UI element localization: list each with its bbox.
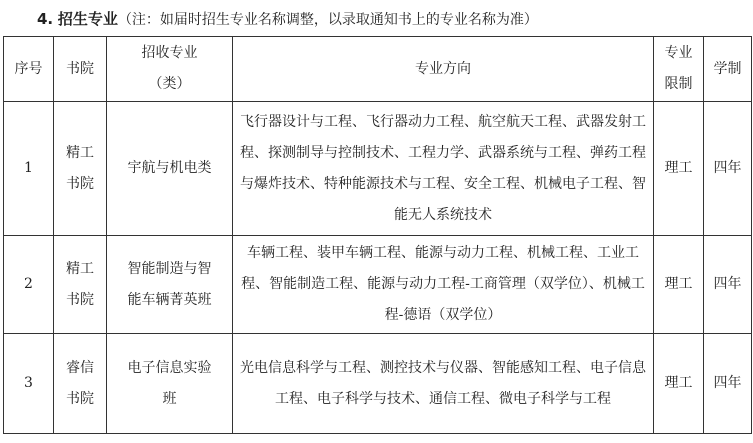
header-program-line2: （类） [148, 76, 191, 92]
row-program-line1: 电子信息实验 [127, 359, 212, 376]
header-restriction [654, 37, 704, 102]
row-college [54, 236, 107, 334]
row-program-line1: 智能制造与智 [127, 260, 212, 277]
row-program-line1: 宇航与机电类 [127, 160, 212, 176]
row-majors: 光电信息科学与工程、测控技术与仪器、智能感知工程、电子信息工程、电子科学与技术、通信工程、微电子科学与工程 [233, 334, 654, 434]
row-duration: 四年 [704, 236, 752, 334]
section-heading [37, 6, 538, 32]
row-program [107, 102, 233, 236]
row-college-line2: 书院 [66, 175, 94, 192]
row-duration: 四年 [704, 334, 752, 434]
row-seq: 1 [4, 102, 54, 236]
row-restriction: 理工 [654, 102, 704, 236]
row-college-line1: 精工 [66, 144, 94, 161]
header-program [107, 37, 233, 102]
row-program-line2: 能车辆菁英班 [127, 291, 212, 308]
header-seq: 序号 [4, 37, 54, 102]
section-number: 4. [37, 10, 54, 28]
section-note: （注：如届时招生专业名称调整，以录取通知书上的专业名称为准） [117, 12, 538, 28]
row-college-line2: 书院 [66, 390, 94, 407]
section-title: 招生专业 [57, 10, 118, 28]
row-program-line2: 班 [162, 390, 177, 407]
row-college-line1: 睿信 [66, 359, 94, 376]
header-majors: 专业方向 [233, 37, 654, 102]
row-program [107, 236, 233, 334]
header-college: 书院 [54, 37, 107, 102]
header-program-line1: 招收专业 [141, 45, 198, 61]
row-majors: 车辆工程、装甲车辆工程、能源与动力工程、机械工程、工业工程、智能制造工程、能源与动力工程-工商管理（双学位）、机械工程-德语（双学位） [233, 236, 654, 334]
header-restriction-line2: 限制 [664, 76, 693, 92]
table-header-row [4, 37, 752, 102]
row-seq: 3 [4, 334, 54, 434]
table-row [4, 102, 752, 236]
row-program [107, 334, 233, 434]
table-row [4, 236, 752, 334]
table-row [4, 334, 752, 434]
header-duration: 学制 [704, 37, 752, 102]
row-restriction: 理工 [654, 236, 704, 334]
majors-table [3, 36, 752, 434]
row-majors: 飞行器设计与工程、飞行器动力工程、航空航天工程、武器发射工程、探测制导与控制技术、工程力学、武器系统与工程、弹药工程与爆炸技术、特种能源技术与工程、安全工程、机械电子工程、智能无人系统技术 [233, 102, 654, 236]
row-restriction: 理工 [654, 334, 704, 434]
row-seq: 2 [4, 236, 54, 334]
row-college-line2: 书院 [66, 291, 94, 308]
row-duration: 四年 [704, 102, 752, 236]
row-college-line1: 精工 [66, 260, 94, 277]
header-restriction-line1: 专业 [664, 45, 693, 61]
row-college [54, 334, 107, 434]
row-college [54, 102, 107, 236]
